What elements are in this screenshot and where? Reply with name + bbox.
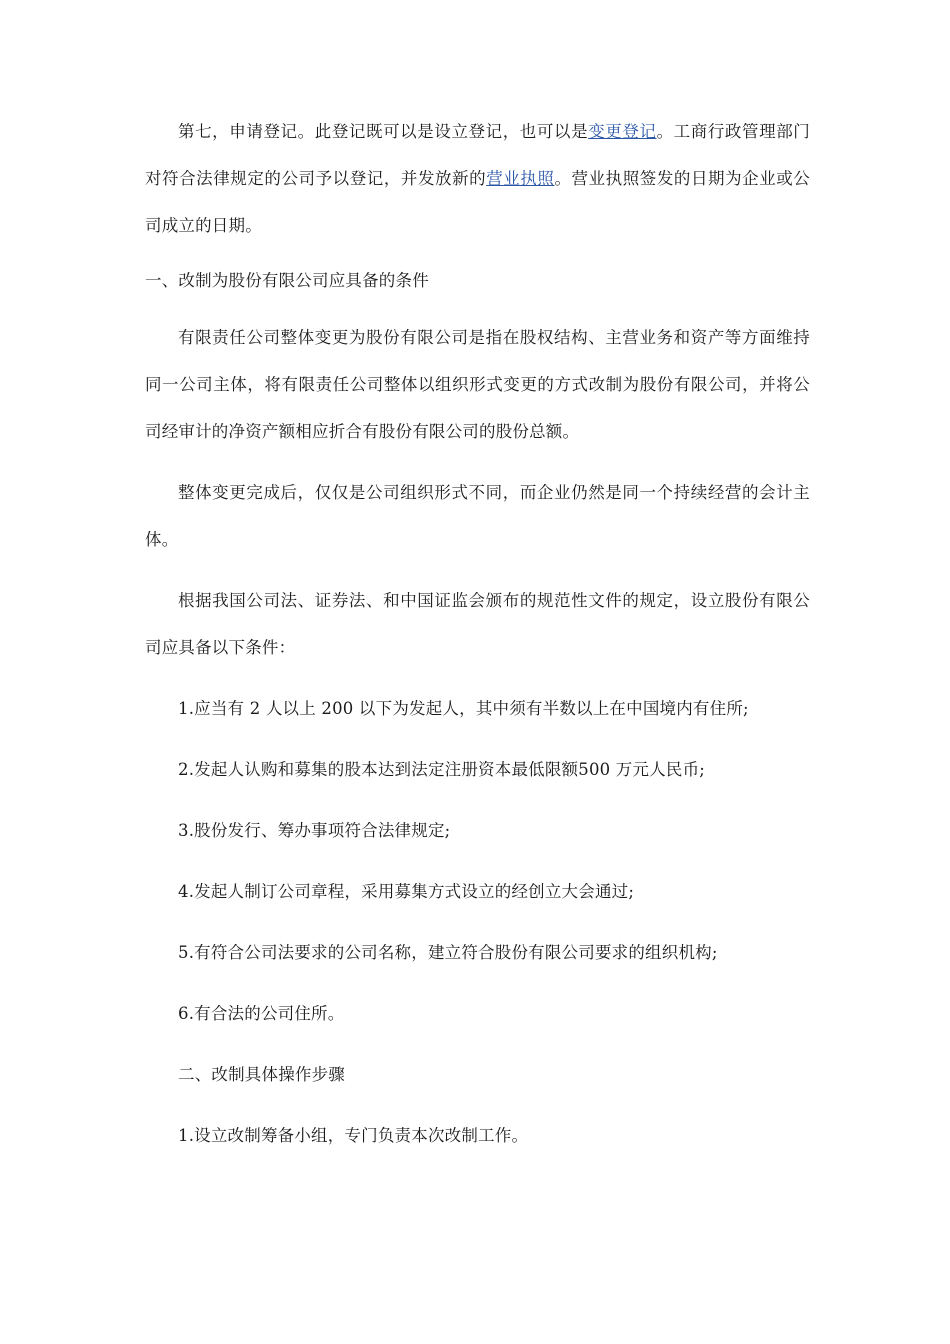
list-item-condition-6: 6.有合法的公司住所。	[178, 1004, 345, 1023]
paragraph-legal-basis: 根据我国公司法、证券法、和中国证监会颁布的规范性文件的规定，设立股份有限公司应具备以下条件：	[145, 591, 810, 657]
change-registration-link[interactable]: 变更登记	[588, 122, 657, 141]
business-license-link[interactable]: 营业执照	[486, 169, 555, 188]
paragraph-text: 第七，申请登记。此登记既可以是设立登记，也可以是	[178, 122, 589, 141]
list-item-condition-2: 2.发起人认购和募集的股本达到法定注册资本最低限额500 万元人民币;	[178, 760, 706, 779]
list-item-condition-5: 5.有符合公司法要求的公司名称，建立符合股份有限公司要求的组织机构;	[178, 943, 718, 962]
paragraph-after-change: 整体变更完成后，仅仅是公司组织形式不同，而企业仍然是同一个持续经营的会计主体。	[145, 483, 810, 549]
paragraph-text: 。营业执照签发的日期为企业或公司成立的日期。	[145, 169, 811, 235]
paragraph-text: 。工商行政管理部门对符合法律规定的公司予以登记，并发放新的	[145, 122, 810, 188]
document-page	[145, 108, 810, 1173]
list-item-step-1: 1.设立改制筹备小组，专门负责本次改制工作。	[178, 1126, 529, 1145]
paragraph-overall-change: 有限责任公司整体变更为股份有限公司是指在股权结构、主营业务和资产等方面维持同一公司主体，将有限责任公司整体以组织形式变更的方式改制为股份有限公司，并将公司经审计的净资产额相应折合有股份有限公司的股份总额。	[145, 328, 810, 441]
list-item-condition-1: 1.应当有 2 人以上 200 以下为发起人，其中须有半数以上在中国境内有住所;	[178, 699, 749, 718]
section-heading-steps: 二、改制具体操作步骤	[178, 1065, 345, 1084]
list-item-condition-4: 4.发起人制订公司章程，采用募集方式设立的经创立大会通过;	[178, 882, 635, 901]
paragraph-registration	[145, 108, 810, 249]
section-heading-conditions: 一、改制为股份有限公司应具备的条件	[145, 271, 429, 290]
list-item-condition-3: 3.股份发行、筹办事项符合法律规定;	[178, 821, 451, 840]
